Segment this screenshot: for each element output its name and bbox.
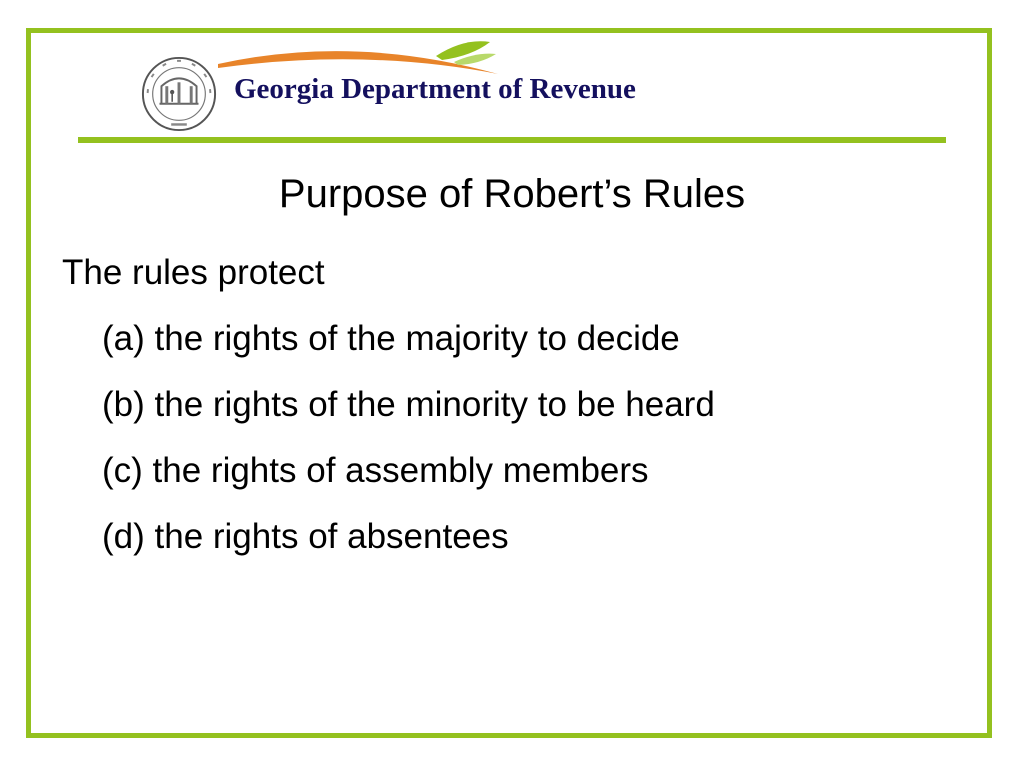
header-divider — [78, 137, 946, 143]
list-item: (c) the rights of assembly members — [102, 451, 649, 490]
slide-title: Purpose of Robert’s Rules — [278, 172, 746, 216]
organization-name: Georgia Department of Revenue — [234, 73, 636, 105]
state-seal-icon — [140, 55, 218, 133]
slide-body — [62, 250, 715, 580]
intro-text: The rules protect — [62, 253, 325, 292]
list-item: (d) the rights of absentees — [102, 517, 509, 556]
list-item: (b) the rights of the minority to be heard — [102, 385, 715, 424]
rights-list — [62, 316, 715, 580]
list-item: (a) the rights of the majority to decide — [102, 319, 680, 358]
